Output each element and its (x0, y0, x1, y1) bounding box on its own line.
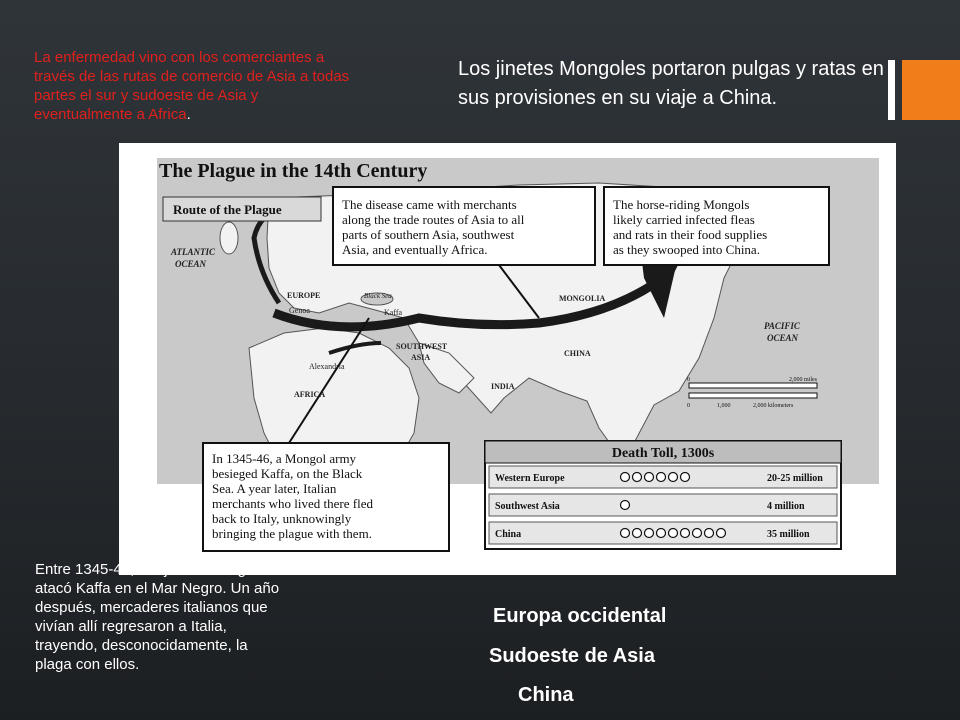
scale-zero-b: 0 (687, 403, 690, 409)
accent-box (902, 60, 960, 120)
map-title: The Plague in the 14th Century (159, 160, 428, 182)
label-kaffa: Kaffa (384, 308, 403, 317)
label-pacific-1: PACIFIC (764, 321, 800, 331)
scale-miles: 2,000 miles (789, 377, 817, 383)
callout-mongols-line-3: and rats in their food supplies (613, 227, 768, 242)
label-china: CHINA (564, 349, 591, 358)
death-toll-amount: 35 million (767, 529, 810, 540)
skull-icon (621, 529, 630, 538)
callout-merchants-line-4: Asia, and eventually Africa. (342, 242, 488, 257)
skull-icon (645, 473, 654, 482)
label-genoa: Genoa (289, 306, 310, 315)
label-southwest-1: SOUTHWEST (396, 342, 448, 351)
callout-kaffa-line-2: besieged Kaffa, on the Black (212, 466, 363, 481)
death-toll-region: Southwest Asia (495, 501, 560, 512)
label-black-sea: Black Sea (364, 292, 392, 300)
skull-icon (645, 529, 654, 538)
label-europe: EUROPE (287, 291, 321, 300)
skull-icon (717, 529, 726, 538)
accent-bar (888, 60, 895, 120)
skull-icon (621, 473, 630, 482)
merchants-spanish-note (34, 48, 356, 124)
skull-icon (681, 529, 690, 538)
skull-icon (681, 473, 690, 482)
label-china: China (518, 684, 574, 706)
scale-zero-a: 0 (687, 377, 690, 383)
scale-bar-miles (689, 383, 817, 388)
britain-land (220, 222, 238, 254)
plague-map-image (119, 143, 896, 575)
death-toll-title: Death Toll, 1300s (611, 446, 715, 461)
kaffa-spanish-note: Entre 1345-46, El ejercito Mongol atacó Kaffa en el Mar Negro. Un año después, mercaderes italianos que vivían allí regresaron a Italia, trayendo, desconocidamente, la plaga con ellos. (35, 561, 280, 673)
merchants-note-text: La enfermedad vino con los comerciantes a través de las rutas de comercio de Asia a todas partes el sur y sudoeste de Asia y eventualmente a Africa (34, 49, 350, 123)
skull-icon (621, 501, 630, 510)
label-india: INDIA (491, 382, 515, 391)
skull-icon (669, 529, 678, 538)
callout-mongols-line-1: The horse-riding Mongols (613, 197, 750, 212)
scale-km-1000: 1,000 (717, 403, 731, 409)
plague-map-svg (119, 143, 896, 575)
route-label: Route of the Plague (173, 202, 282, 217)
merchants-note-period: . (186, 106, 191, 123)
skull-icon (705, 529, 714, 538)
label-pacific-2: OCEAN (767, 333, 799, 343)
callout-mongols-line-2: likely carried infected fleas (613, 212, 755, 227)
skull-icon (693, 529, 702, 538)
skull-icon (657, 473, 666, 482)
callout-mongols-line-4: as they swooped into China. (613, 242, 760, 257)
callout-kaffa-line-3: Sea. A year later, Italian (212, 481, 337, 496)
skull-icon (633, 473, 642, 482)
callout-kaffa-line-5: back to Italy, unknowingly (212, 511, 352, 526)
skull-icon (633, 529, 642, 538)
scale-km-2000: 2,000 kilometers (753, 403, 794, 409)
callout-merchants-line-2: along the trade routes of Asia to all (342, 212, 525, 227)
label-mongolia: MONGOLIA (559, 294, 606, 303)
label-atlantic-2: OCEAN (175, 259, 207, 269)
label-southwest-2: ASIA (411, 353, 431, 362)
death-toll-rows (489, 466, 837, 544)
callout-kaffa-line-1: In 1345-46, a Mongol army (212, 451, 357, 466)
label-europa-occidental: Europa occidental (493, 605, 667, 627)
label-alexandria: Alexandria (309, 362, 345, 371)
callout-kaffa-line-4: merchants who lived there fled (212, 496, 373, 511)
death-toll-amount: 4 million (767, 501, 805, 512)
callout-merchants-line-3: parts of southern Asia, southwest (342, 227, 515, 242)
skull-icon (657, 529, 666, 538)
skull-icon (669, 473, 678, 482)
label-sudoeste-de-asia: Sudoeste de Asia (489, 645, 655, 667)
callout-merchants-line-1: The disease came with merchants (342, 197, 517, 212)
callout-kaffa-line-6: bringing the plague with them. (212, 526, 372, 541)
scale-bar-km (689, 393, 817, 398)
mongols-spanish-note: Los jinetes Mongoles portaron pulgas y ratas en sus provisiones en su viaje a China. (458, 58, 884, 109)
death-toll-amount: 20-25 million (767, 473, 823, 484)
death-toll-region: China (495, 529, 522, 540)
death-toll-region: Western Europe (495, 473, 565, 484)
label-atlantic-1: ATLANTIC (171, 247, 216, 257)
label-africa: AFRICA (294, 390, 326, 399)
